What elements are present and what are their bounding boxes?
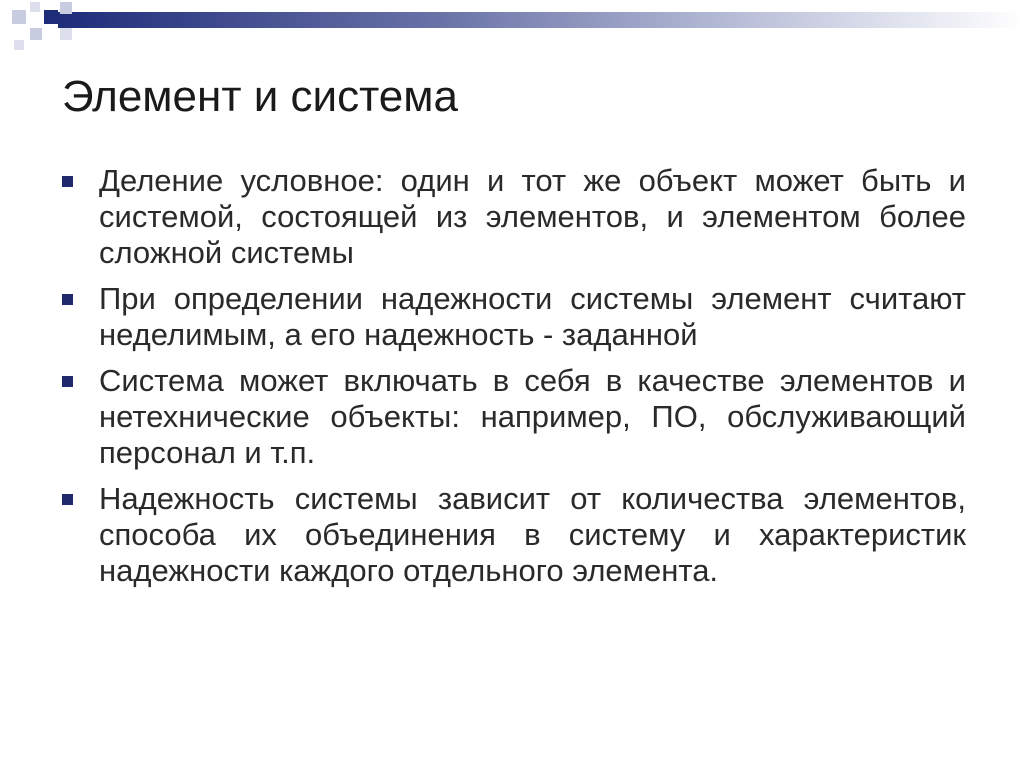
bullet-text: Система может включать в себя в качестве элементов и нетехнические объекты: например, ПО, обслуживающий персонал и т.п. xyxy=(99,363,966,470)
bullet-list xyxy=(62,163,966,599)
bullet-item xyxy=(62,163,966,271)
square-bullet-icon xyxy=(62,176,73,187)
bullet-text: При определении надежности системы элемент считают неделимым, а его надежность - заданной xyxy=(99,281,966,352)
corner-squares-decoration xyxy=(0,0,80,60)
slide-title: Элемент и система xyxy=(62,72,458,121)
bullet-text: Надежность системы зависит от количества элементов, способа их объединения в систему и характеристик надежности каждого отдельного элемента. xyxy=(99,481,966,588)
bullet-item xyxy=(62,281,966,353)
square-bullet-icon xyxy=(62,376,73,387)
square-bullet-icon xyxy=(62,494,73,505)
bullet-item xyxy=(62,481,966,589)
bullet-item xyxy=(62,363,966,471)
header-band xyxy=(58,12,1024,28)
bullet-text: Деление условное: один и тот же объект может быть и системой, состоящей из элементов, и элементом более сложной системы xyxy=(99,163,966,270)
square-bullet-icon xyxy=(62,294,73,305)
